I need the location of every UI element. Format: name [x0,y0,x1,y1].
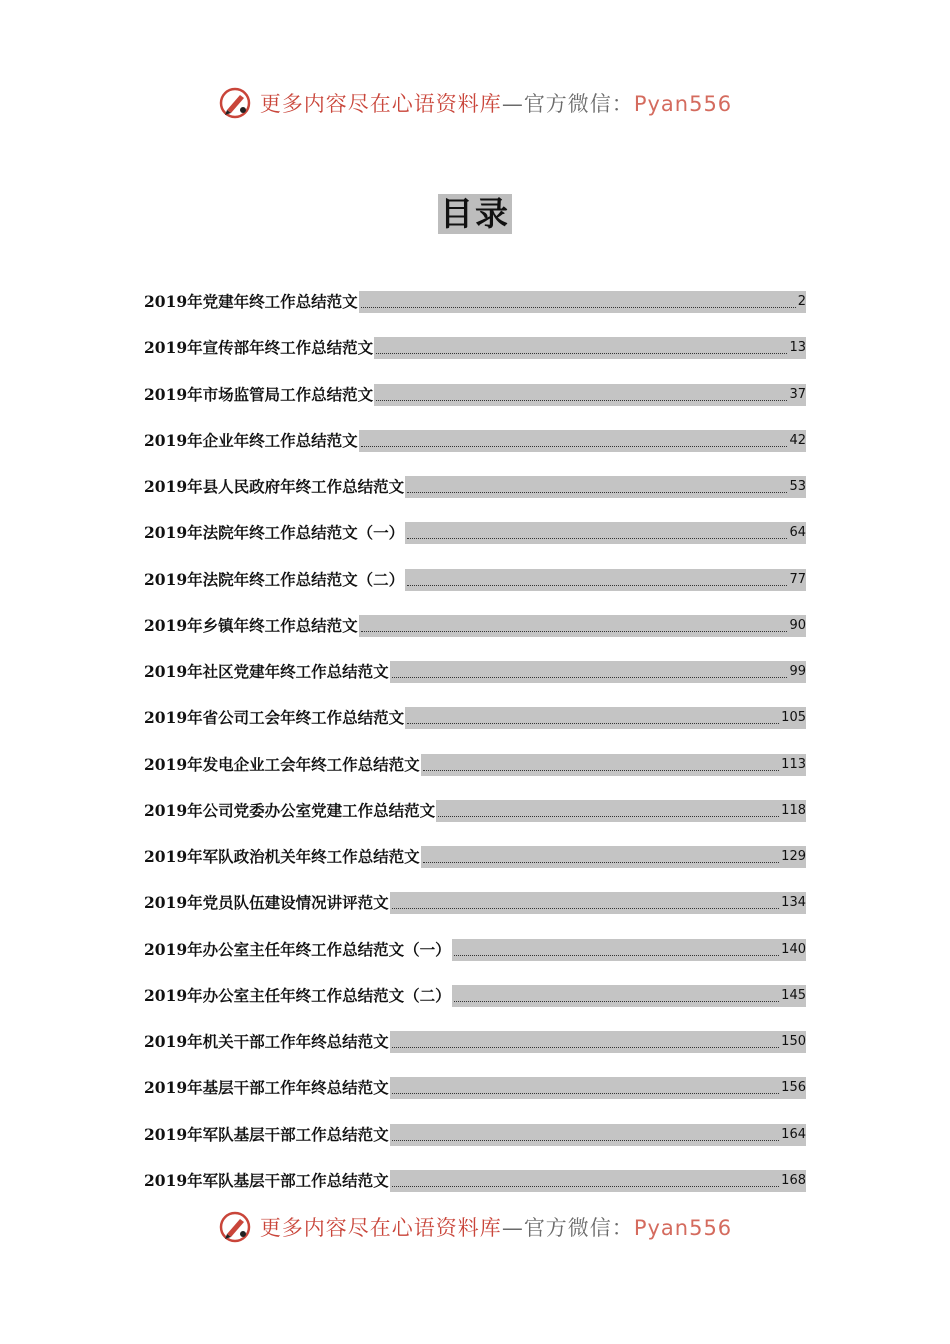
toc-leader-highlight [390,1031,806,1053]
toc-page-number: 53 [789,479,806,495]
toc-dot-leader [392,908,780,909]
toc-dot-leader [361,631,788,632]
toc-page-number: 156 [781,1080,806,1096]
toc-entry-title: 2019年发电企业工会年终工作总结范文 [144,754,420,774]
toc-leader-highlight [405,522,806,544]
toc-leader-highlight [359,615,806,637]
toc-leader-highlight [390,1170,806,1192]
toc-page-number: 118 [781,802,806,818]
toc-leader-highlight [374,337,806,359]
toc-leader-highlight [390,1124,806,1146]
toc-leader-highlight [405,707,806,729]
toc-page-number: 168 [781,1172,806,1188]
toc-leader-highlight [421,754,806,776]
toc-entry[interactable] [144,973,806,1019]
toc-entry[interactable] [144,372,806,418]
toc-entry-title: 2019年企业年终工作总结范文 [144,430,358,450]
toc-leader-highlight [405,569,806,591]
toc-entry[interactable] [144,880,806,926]
toc-dot-leader [392,677,788,678]
toc-dot-leader [376,353,787,354]
toc-entry-title: 2019年军队基层干部工作总结范文 [144,1170,389,1190]
toc-entry-title: 2019年党员队伍建设情况讲评范文 [144,893,389,913]
toc-page-number: 113 [781,756,806,772]
toc-entry-title: 2019年宣传部年终工作总结范文 [144,338,374,358]
toc-dot-leader [392,1140,780,1141]
footer-watermark [0,1210,950,1244]
toc-page-number: 2 [797,294,806,310]
header-watermark [0,86,950,120]
toc-entry-title: 2019年社区党建年终工作总结范文 [144,662,389,682]
toc-page-number: 37 [789,386,806,402]
toc-page-number: 150 [781,1034,806,1050]
toc-entry-title: 2019年党建年终工作总结范文 [144,292,358,312]
pen-logo-icon [218,86,252,120]
toc-page-number: 90 [789,617,806,633]
toc-entry-title: 2019年基层干部工作年终总结范文 [144,1078,389,1098]
toc-entry-title: 2019年省公司工会年终工作总结范文 [144,708,405,728]
toc-page-number: 77 [789,571,806,587]
toc-dot-leader [423,862,780,863]
toc-dot-leader [438,816,779,817]
toc-entry[interactable] [144,464,806,510]
toc-dot-leader [454,955,780,956]
toc-dot-leader [376,400,787,401]
toc-entry[interactable] [144,834,806,880]
watermark-right-text: —官方微信： [501,1216,634,1240]
toc-entry-title: 2019年市场监管局工作总结范文 [144,384,374,404]
toc-leader-highlight [390,661,806,683]
watermark-right-text: —官方微信： [501,92,634,116]
toc-leader-highlight [421,846,806,868]
toc-page-number: 13 [789,340,806,356]
toc-entry[interactable] [144,1065,806,1111]
toc-dot-leader [407,538,787,539]
toc-dot-leader [407,585,787,586]
toc-page-number: 134 [781,895,806,911]
toc-dot-leader [454,1001,780,1002]
toc-entry[interactable] [144,1019,806,1065]
toc-entry-title: 2019年办公室主任年终工作总结范文（二） [144,985,451,1005]
toc-dot-leader [423,770,780,771]
toc-entry[interactable] [144,649,806,695]
toc-page-number: 42 [789,432,806,448]
toc-leader-highlight [359,430,806,452]
toc-dot-leader [407,723,779,724]
table-of-contents [144,279,806,1204]
toc-page-number: 99 [789,664,806,680]
toc-leader-highlight [452,985,806,1007]
toc-page-number: 140 [781,941,806,957]
toc-page-number: 145 [781,987,806,1003]
toc-dot-leader [392,1186,780,1187]
toc-entry[interactable] [144,557,806,603]
page-title: 目录 [440,194,510,233]
toc-entry[interactable] [144,279,806,325]
toc-page-number: 64 [789,525,806,541]
toc-leader-highlight [405,476,806,498]
toc-leader-highlight [390,1077,806,1099]
toc-leader-highlight [452,939,806,961]
toc-entry[interactable] [144,1158,806,1204]
watermark-wechat-id: Pyan556 [633,92,733,116]
toc-dot-leader [361,446,788,447]
toc-leader-highlight [359,291,806,313]
toc-page-number: 105 [781,710,806,726]
watermark-wechat-id: Pyan556 [633,1216,733,1240]
toc-page-number: 129 [781,849,806,865]
toc-entry[interactable] [144,510,806,556]
toc-entry-title: 2019年机关干部工作年终总结范文 [144,1032,389,1052]
toc-dot-leader [392,1047,780,1048]
toc-entry[interactable] [144,788,806,834]
toc-dot-leader [407,492,787,493]
toc-entry[interactable] [144,1112,806,1158]
toc-entry-title: 2019年法院年终工作总结范文（二） [144,569,405,589]
watermark-left-text: 更多内容尽在心语资料库 [259,92,502,116]
toc-entry[interactable] [144,695,806,741]
watermark-left-text: 更多内容尽在心语资料库 [259,1216,502,1240]
toc-leader-highlight [436,800,806,822]
toc-leader-highlight [390,892,806,914]
toc-entry-title: 2019年军队基层干部工作总结范文 [144,1124,389,1144]
toc-entry-title: 2019年法院年终工作总结范文（一） [144,523,405,543]
toc-entry-title: 2019年军队政治机关年终工作总结范文 [144,847,420,867]
pen-logo-icon [218,1210,252,1244]
toc-entry[interactable] [144,418,806,464]
toc-entry[interactable] [144,742,806,788]
toc-page-number: 164 [781,1126,806,1142]
toc-dot-leader [361,307,796,308]
toc-leader-highlight [374,384,806,406]
toc-entry-title: 2019年县人民政府年终工作总结范文 [144,477,405,497]
toc-entry[interactable] [144,325,806,371]
toc-entry-title: 2019年乡镇年终工作总结范文 [144,615,358,635]
toc-entry-title: 2019年公司党委办公室党建工作总结范文 [144,800,436,820]
toc-entry[interactable] [144,927,806,973]
toc-dot-leader [392,1093,780,1094]
toc-entry-title: 2019年办公室主任年终工作总结范文（一） [144,939,451,959]
toc-entry[interactable] [144,603,806,649]
